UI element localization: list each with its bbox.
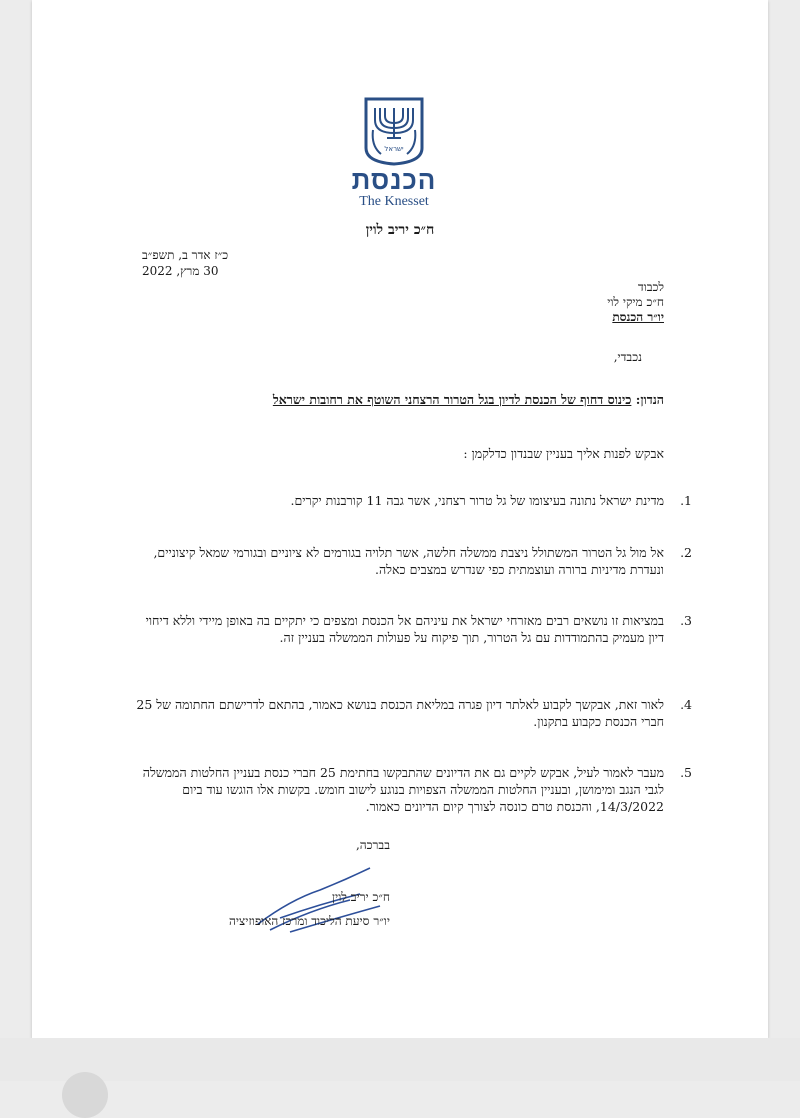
viewer-background — [0, 1038, 800, 1081]
recipient-line-2: ח״כ מיקי לוי — [607, 295, 664, 309]
subject-line: הנדון: כינוס דחוף של הכנסת לדיון בגל הטרור הרצחני השוטף את רחובות ישראל — [272, 392, 664, 407]
list-item — [132, 696, 692, 730]
list-item — [132, 612, 692, 646]
emblem-text: ישראל — [384, 145, 404, 153]
list-item — [132, 492, 692, 509]
viewer-avatar — [62, 1072, 108, 1118]
recipient-title: יו״ר הכנסת — [612, 310, 664, 324]
list-item-text: מדינת ישראל נתונה בעיצומו של גל טרור רצחני, אשר גבה 11 קורבנות יקרים. — [290, 493, 664, 508]
closing: בברכה, — [355, 838, 390, 852]
list-item — [132, 764, 692, 815]
list-item-text: מעבר לאמור לעיל, אבקש לקיים גם את הדיונים שהתבקשו בחתימת 25 חברי כנסת בעניין החלטות הממשלה לגבי הנגב ומימושן, ובעניין החלטות הממשלה הצפויות בנוגע לישוב חומש. בקשות אלו הוגשו עוד ביום 14/3/2022, והכנסת טרם כונסה לצורך קיום הדיונים כאמור. — [142, 765, 664, 814]
list-item-number: 5. — [680, 765, 692, 780]
list-item-text: לאור זאת, אבקשך לקבוע לאלתר דיון פגרה במליאת הכנסת בנושא כאמור, בהתאם לדרישתם החתומה של 25 חברי הכנסת כקבוע בתקנון. — [136, 697, 664, 729]
recipient-line-1: לכבוד — [637, 280, 664, 294]
knesset-logo-hebrew: הכנסת — [351, 165, 437, 195]
list-item-number: 4. — [680, 697, 692, 712]
list-item-text: במציאות זו נושאים רבים מאזרחי ישראל את עיניהם אל הכנסת ומצפים כי יתקיים בה באופן מיידי וללא דיחוי דיון מעמיק בהתמודדות עם גל הטרור, תוך פיקוח על פעולות הממשלה בעניין זה. — [145, 613, 664, 645]
signer-name: ח״כ יריב לוין — [331, 890, 390, 904]
list-item-number: 1. — [680, 493, 692, 508]
list-item — [132, 544, 692, 578]
knesset-logo-english: The Knesset — [359, 194, 429, 209]
subject-label: הנדון — [640, 392, 664, 407]
letterhead-mk-name: ח״כ יריב לוין — [365, 222, 435, 238]
recipient-block — [607, 280, 664, 325]
intro-paragraph: אבקש לפנות אליך בעניין שבנדון כדלקמן : — [463, 446, 664, 461]
subject-text: כינוס דחוף של הכנסת לדיון בגל הטרור הרצחני השוטף את רחובות ישראל — [272, 392, 632, 407]
signer-role: יו״ר סיעת הליכוד ומרכז האופוזיציה — [228, 914, 390, 928]
knesset-emblem-icon — [363, 96, 425, 166]
greeting: נכבדי, — [613, 350, 642, 364]
date-gregorian: 30 מרץ, 2022 — [142, 264, 219, 278]
list-item-number: 2. — [680, 545, 692, 560]
date-hebrew: כ״ז אדר ב, תשפ״ב — [142, 248, 229, 262]
list-item-number: 3. — [680, 613, 692, 628]
list-item-text: אל מול גל הטרור המשתולל ניצבת ממשלה חלשה, אשר תלויה בגורמים לא ציוניים ובגורמי שמאל קיצוניים, ונעדרת מדיניות ברורה ועוצמתית כפי שנדרש במצבים כאלה. — [153, 545, 664, 577]
